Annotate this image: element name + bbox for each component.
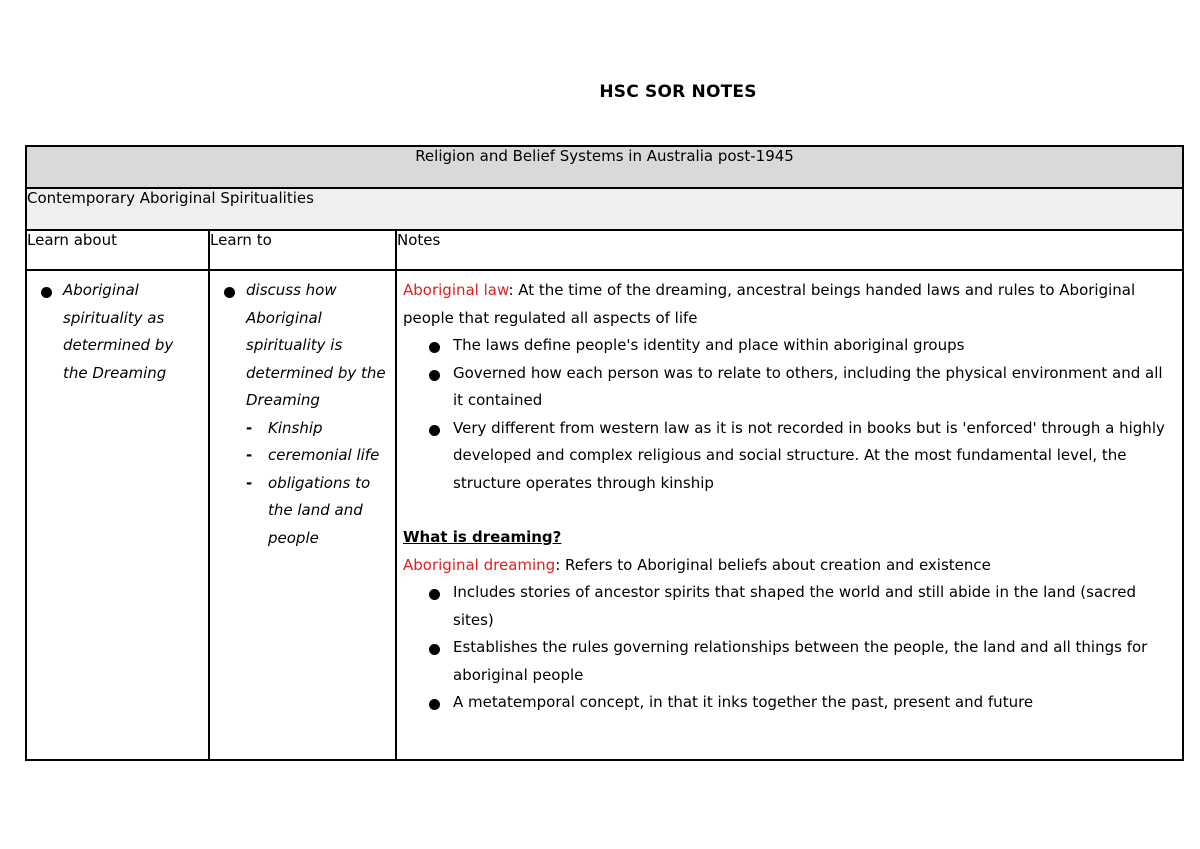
- law-term: Aboriginal law: [403, 281, 509, 299]
- dash-marker: -: [246, 473, 253, 492]
- dreaming-point-text: Includes stories of ancestor spirits that shaped the world and still abide in the land (sacred sites): [453, 583, 1136, 629]
- law-point-text: The laws define people's identity and place within aboriginal groups: [453, 336, 965, 354]
- notes-table: [25, 145, 1184, 761]
- col-header-learn-to: Learn to: [209, 230, 396, 270]
- col-header-learn-about: Learn about: [26, 230, 209, 270]
- dreaming-term: Aboriginal dreaming: [403, 555, 556, 574]
- table-topic-row: [26, 188, 1183, 230]
- dash-marker: -: [246, 418, 253, 437]
- learn-about-text: Aboriginal spirituality as determined by the Dreaming: [63, 281, 174, 382]
- bullet-icon: [429, 589, 440, 600]
- dreaming-points-list: [403, 579, 1176, 717]
- column-header-row: [26, 230, 1183, 270]
- list-item: [403, 415, 1176, 498]
- bullet-icon: [224, 287, 235, 298]
- bullet-icon: [429, 342, 440, 353]
- dreaming-point-text: Establishes the rules governing relationships between the people, the land and all things for aboriginal people: [453, 638, 1148, 684]
- sub-list-item: [246, 442, 389, 470]
- learn-about-cell: [26, 270, 209, 760]
- question-heading: [403, 524, 1176, 552]
- bullet-icon: [41, 287, 52, 298]
- sub-item-text: ceremonial life: [268, 446, 380, 464]
- content-row: [26, 270, 1183, 760]
- question-text: What is dreaming?: [403, 528, 562, 546]
- dash-marker: -: [246, 446, 253, 464]
- law-points-list: [403, 332, 1176, 497]
- law-text: : At the time of the dreaming, ancestral beings handed laws and rules to Aboriginal people that regulated all aspects of life: [403, 281, 1136, 327]
- notes-cell: [396, 270, 1183, 760]
- learn-to-text: discuss how Aboriginal spirituality is determined by the Dreaming: [246, 281, 386, 409]
- table-title-row: [26, 146, 1183, 188]
- law-point-text: Governed how each person was to relate to others, including the physical environment and all it contained: [453, 363, 1163, 409]
- bullet-icon: [429, 699, 440, 710]
- list-item: [37, 277, 202, 387]
- bullet-icon: [429, 370, 440, 381]
- table-title: Religion and Belief Systems in Australia post-1945: [26, 146, 1183, 188]
- dreaming-point-text: A metatemporal concept, in that it inks together the past, present and future: [453, 693, 1034, 711]
- sub-item-text: Kinship: [268, 418, 323, 437]
- law-paragraph: [403, 277, 1176, 332]
- topic-heading: Contemporary Aboriginal Spiritualities: [26, 188, 1183, 230]
- sub-list-item: [246, 470, 389, 553]
- dreaming-text: : Refers to Aboriginal beliefs about creation and existence: [555, 555, 991, 574]
- list-item: [403, 332, 1176, 360]
- list-item: [403, 579, 1176, 634]
- bullet-icon: [429, 425, 440, 436]
- sub-item-text: obligations to the land and people: [268, 473, 371, 547]
- col-header-notes: Notes: [396, 230, 1183, 270]
- dreaming-paragraph: [403, 552, 1176, 580]
- learn-to-cell: [209, 270, 396, 760]
- law-point-text: Very different from western law as it is not recorded in books but is 'enforced' through a highly developed and complex religious and social structure. At the most fundamental level, the structure operates through kinship: [453, 418, 1165, 492]
- list-item: [403, 360, 1176, 415]
- spacer: [403, 497, 1176, 524]
- page-title: HSC SOR NOTES: [599, 82, 757, 102]
- list-item: [403, 634, 1176, 689]
- list-item: [403, 689, 1176, 717]
- bullet-icon: [429, 644, 440, 655]
- sub-list-item: [246, 415, 389, 443]
- list-item: [220, 277, 389, 552]
